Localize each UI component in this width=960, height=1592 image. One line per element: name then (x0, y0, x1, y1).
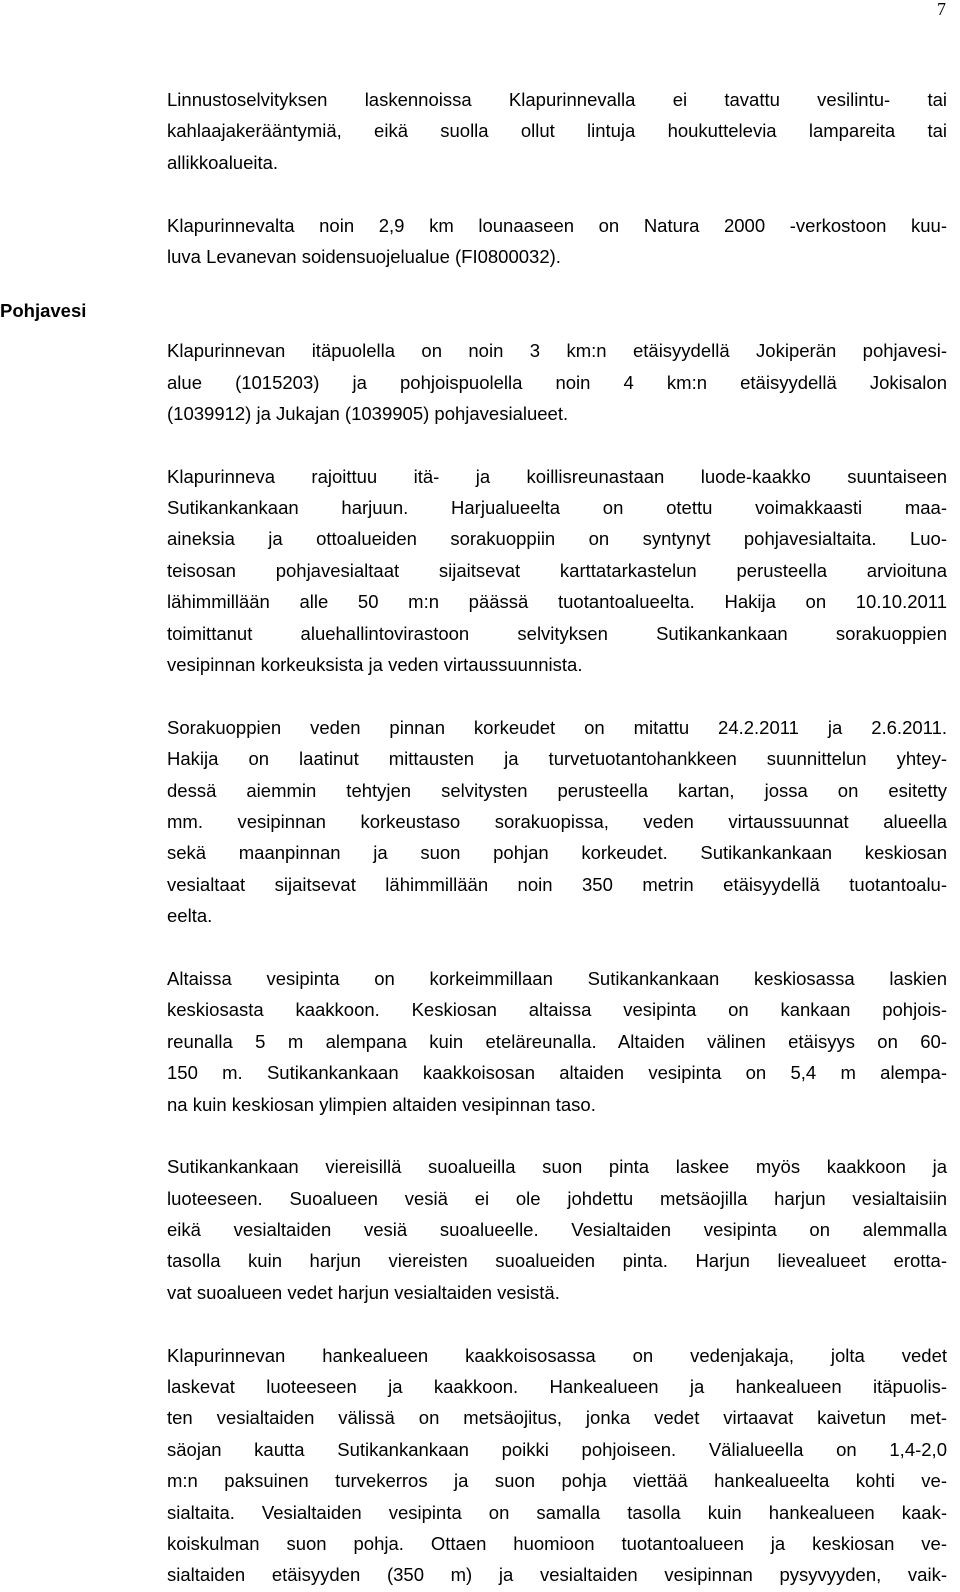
text-line: reunalla 5 m alempana kuin eteläreunalla. Altaiden välinen etäisyys on 60- (167, 1030, 947, 1052)
text-line: eelta. (167, 905, 213, 927)
text-line: sekä maanpinnan ja suon pohjan korkeudet. Sutikankankaan keskiosan (167, 842, 947, 864)
body-text (167, 84, 947, 1591)
text-line: vesialtaat sijaitsevat lähimmillään noin 350 metrin etäisyydellä tuotantoalu- (167, 873, 947, 895)
paragraph-gap (167, 272, 947, 303)
text-line: eikä vesialtaiden vesiä suoalueelle. Vesialtaiden vesipinta on alemmalla (167, 1219, 947, 1241)
text-line: Altaissa vesipinta on korkeimmillaan Sutikankankaan keskiosassa laskien (167, 967, 947, 989)
text-line: Hakija on laatinut mittausten ja turvetuotantohankkeen suunnittelun yhtey- (167, 748, 947, 770)
text-line: m:n paksuinen turvekerros ja suon pohja viettää hankealueelta kohti ve- (167, 1470, 947, 1492)
paragraph-gap (167, 304, 947, 335)
text-line: Sutikankankaan harjuun. Harjualueelta on otettu voimakkaasti maa- (167, 497, 947, 519)
text-line: Klapurinnevan itäpuolella on noin 3 km:n etäisyydellä Jokiperän pohjavesi- (167, 340, 947, 362)
text-line: allikkoalueita. (167, 151, 279, 173)
text-line: vesipinnan korkeuksista ja veden virtaussuunnista. (167, 654, 583, 676)
paragraph (167, 335, 947, 429)
text-line: Linnustoselvityksen laskennoissa Klapurinnevalla ei tavattu vesilintu- tai (167, 89, 947, 110)
paragraph-gap (167, 178, 947, 209)
text-line: luoteeseen. Suoalueen vesiä ei ole johdettu metsäojilla harjun vesialtaisiin (167, 1187, 947, 1209)
text-line: toimittanut aluehallintovirastoon selvityksen Sutikankankaan sorakuoppien (167, 622, 947, 644)
paragraph-gap (167, 1120, 947, 1151)
paragraph (167, 461, 947, 681)
paragraph (167, 712, 947, 932)
text-line: Klapurinneva rajoittuu itä- ja koillisreunastaan luode-kaakko suuntaiseen (167, 465, 947, 487)
text-line: vat suoalueen vedet harjun vesialtaiden vesistä. (167, 1281, 560, 1303)
paragraph (167, 210, 947, 273)
text-line: teisosan pohjavesialtaat sijaitsevat karttatarkastelun perusteella arvioituna (167, 559, 947, 581)
section-heading: Pohjavesi (0, 300, 87, 321)
text-line: Klapurinnevalta noin 2,9 km lounaaseen on Natura 2000 -verkostoon kuu- (167, 214, 947, 236)
text-line: luva Levanevan soidensuojelualue (FI0800032). (167, 245, 561, 267)
text-line: alue (1015203) ja pohjoispuolella noin 4 km:n etäisyydellä Jokisalon (167, 371, 947, 393)
text-line: sialtaita. Vesialtaiden vesipinta on samalla tasolla kuin hankealueen kaak- (167, 1501, 947, 1523)
text-line: Klapurinnevan hankealueen kaakkoisosassa on vedenjakaja, jolta vedet (167, 1344, 947, 1366)
text-line: keskiosasta kaakkoon. Keskiosan altaissa vesipinta on kankaan pohjois- (167, 999, 947, 1021)
text-line: tasolla kuin harjun viereisten suoalueiden pinta. Harjun lievealueet erotta- (167, 1250, 947, 1272)
paragraph (167, 963, 947, 1120)
text-line: lähimmillään alle 50 m:n päässä tuotantoalueelta. Hakija on 10.10.2011 (167, 591, 947, 613)
paragraph-gap (167, 429, 947, 460)
paragraph (167, 84, 947, 178)
text-line: laskevat luoteeseen ja kaakkoon. Hankealueen ja hankealueen itäpuolis- (167, 1376, 947, 1398)
text-line: mm. vesipinnan korkeustaso sorakuopissa, veden virtaussuunnat alueella (167, 810, 947, 832)
text-line: sialtaiden etäisyyden (350 m) ja vesialtaiden vesipinnan pysyvyyden, vaik- (167, 1564, 947, 1586)
text-line: aineksia ja ottoalueiden sorakuoppiin on syntynyt pohjavesialtaita. Luo- (167, 528, 947, 550)
text-line: 150 m. Sutikankankaan kaakkoisosan altaiden vesipinta on 5,4 m alempa- (167, 1062, 947, 1084)
paragraph-gap (167, 680, 947, 711)
page-number: 7 (937, 0, 946, 19)
paragraph-gap (167, 932, 947, 963)
text-line: na kuin keskiosan ylimpien altaiden vesipinnan taso. (167, 1093, 596, 1115)
paragraph-gap (167, 1308, 947, 1339)
paragraph (167, 1340, 947, 1591)
text-line: dessä aiemmin tehtyjen selvitysten perusteella kartan, jossa on esitetty (167, 779, 947, 801)
text-line: Sutikankankaan viereisillä suoalueilla suon pinta laskee myös kaakkoon ja (167, 1156, 947, 1178)
text-line: säojan kautta Sutikankankaan poikki pohjoiseen. Välialueella on 1,4-2,0 (167, 1438, 947, 1460)
text-line: kahlaajakerääntymiä, eikä suolla ollut lintuja houkuttelevia lampareita tai (167, 120, 947, 142)
text-line: Sorakuoppien veden pinnan korkeudet on mitattu 24.2.2011 ja 2.6.2011. (167, 716, 947, 738)
paragraph (167, 1151, 947, 1308)
text-line: (1039912) ja Jukajan (1039905) pohjavesialueet. (167, 402, 569, 424)
text-line: ten vesialtaiden välissä on metsäojitus, jonka vedet virtaavat kaivetun met- (167, 1407, 947, 1429)
text-line: koiskulman suon pohja. Ottaen huomioon tuotantoalueen ja keskiosan ve- (167, 1532, 947, 1554)
